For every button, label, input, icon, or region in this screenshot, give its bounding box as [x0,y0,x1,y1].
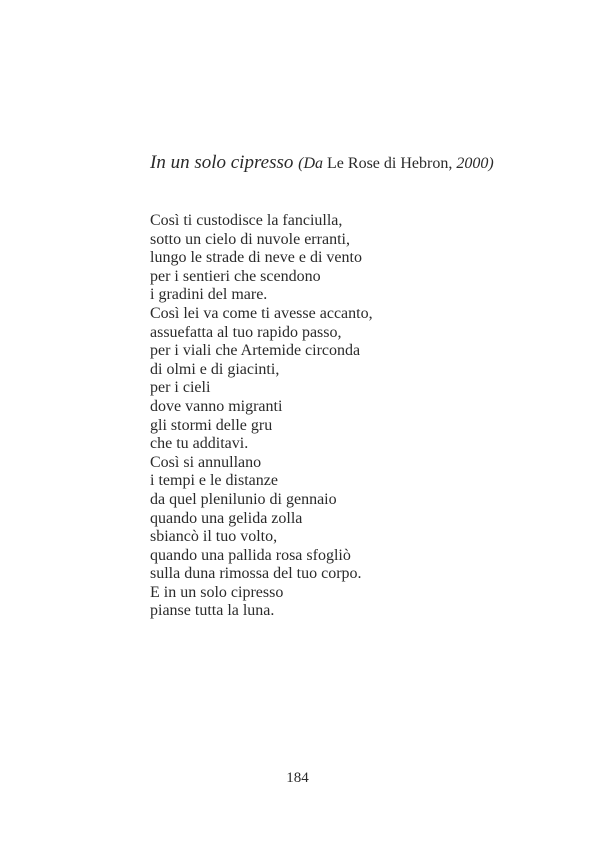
poem-line: Così lei va come ti avesse accanto, [150,304,373,322]
poem-line: dove vanno migranti [150,397,283,415]
poem-line: che tu additavi. [150,435,249,453]
poem-line: gli stormi delle gru [150,416,273,434]
poem-line: di olmi e di giacinti, [150,360,280,378]
poem-line: E in un solo cipresso [150,583,284,601]
poem-title-main: In un solo cipresso [150,152,294,173]
poem-source-open: (Da [298,155,324,172]
poem-line: sbiancò il tuo volto, [150,528,278,546]
poem-body [150,212,373,621]
poem-source-year: 2000) [456,155,494,172]
poem-line: per i cieli [150,379,211,397]
poem-line: sotto un cielo di nuvole erranti, [150,230,350,248]
poem-title [150,152,494,174]
poem-line: da quel plenilunio di gennaio [150,490,337,508]
poem-line: lungo le strade di neve e di vento [150,249,362,267]
poem-line: per i sentieri che scendono [150,267,321,285]
poem-line: i gradini del mare. [150,286,268,304]
poem-line: pianse tutta la luna. [150,602,275,620]
page-number: 184 [286,770,309,786]
poem-line: quando una gelida zolla [150,509,303,527]
poem-line: assuefatta al tuo rapido passo, [150,323,342,341]
poem-source [298,155,494,172]
poem-line: sulla duna rimossa del tuo corpo. [150,565,362,583]
poem-line: quando una pallida rosa sfogliò [150,546,351,564]
poem-line: Così ti custodisce la fanciulla, [150,212,343,229]
poem-source-work: Le Rose di Hebron, [327,155,453,172]
poem-line: i tempi e le distanze [150,472,278,490]
poem-line: per i viali che Artemide circonda [150,342,361,360]
poem-line: Così si annullano [150,453,262,471]
